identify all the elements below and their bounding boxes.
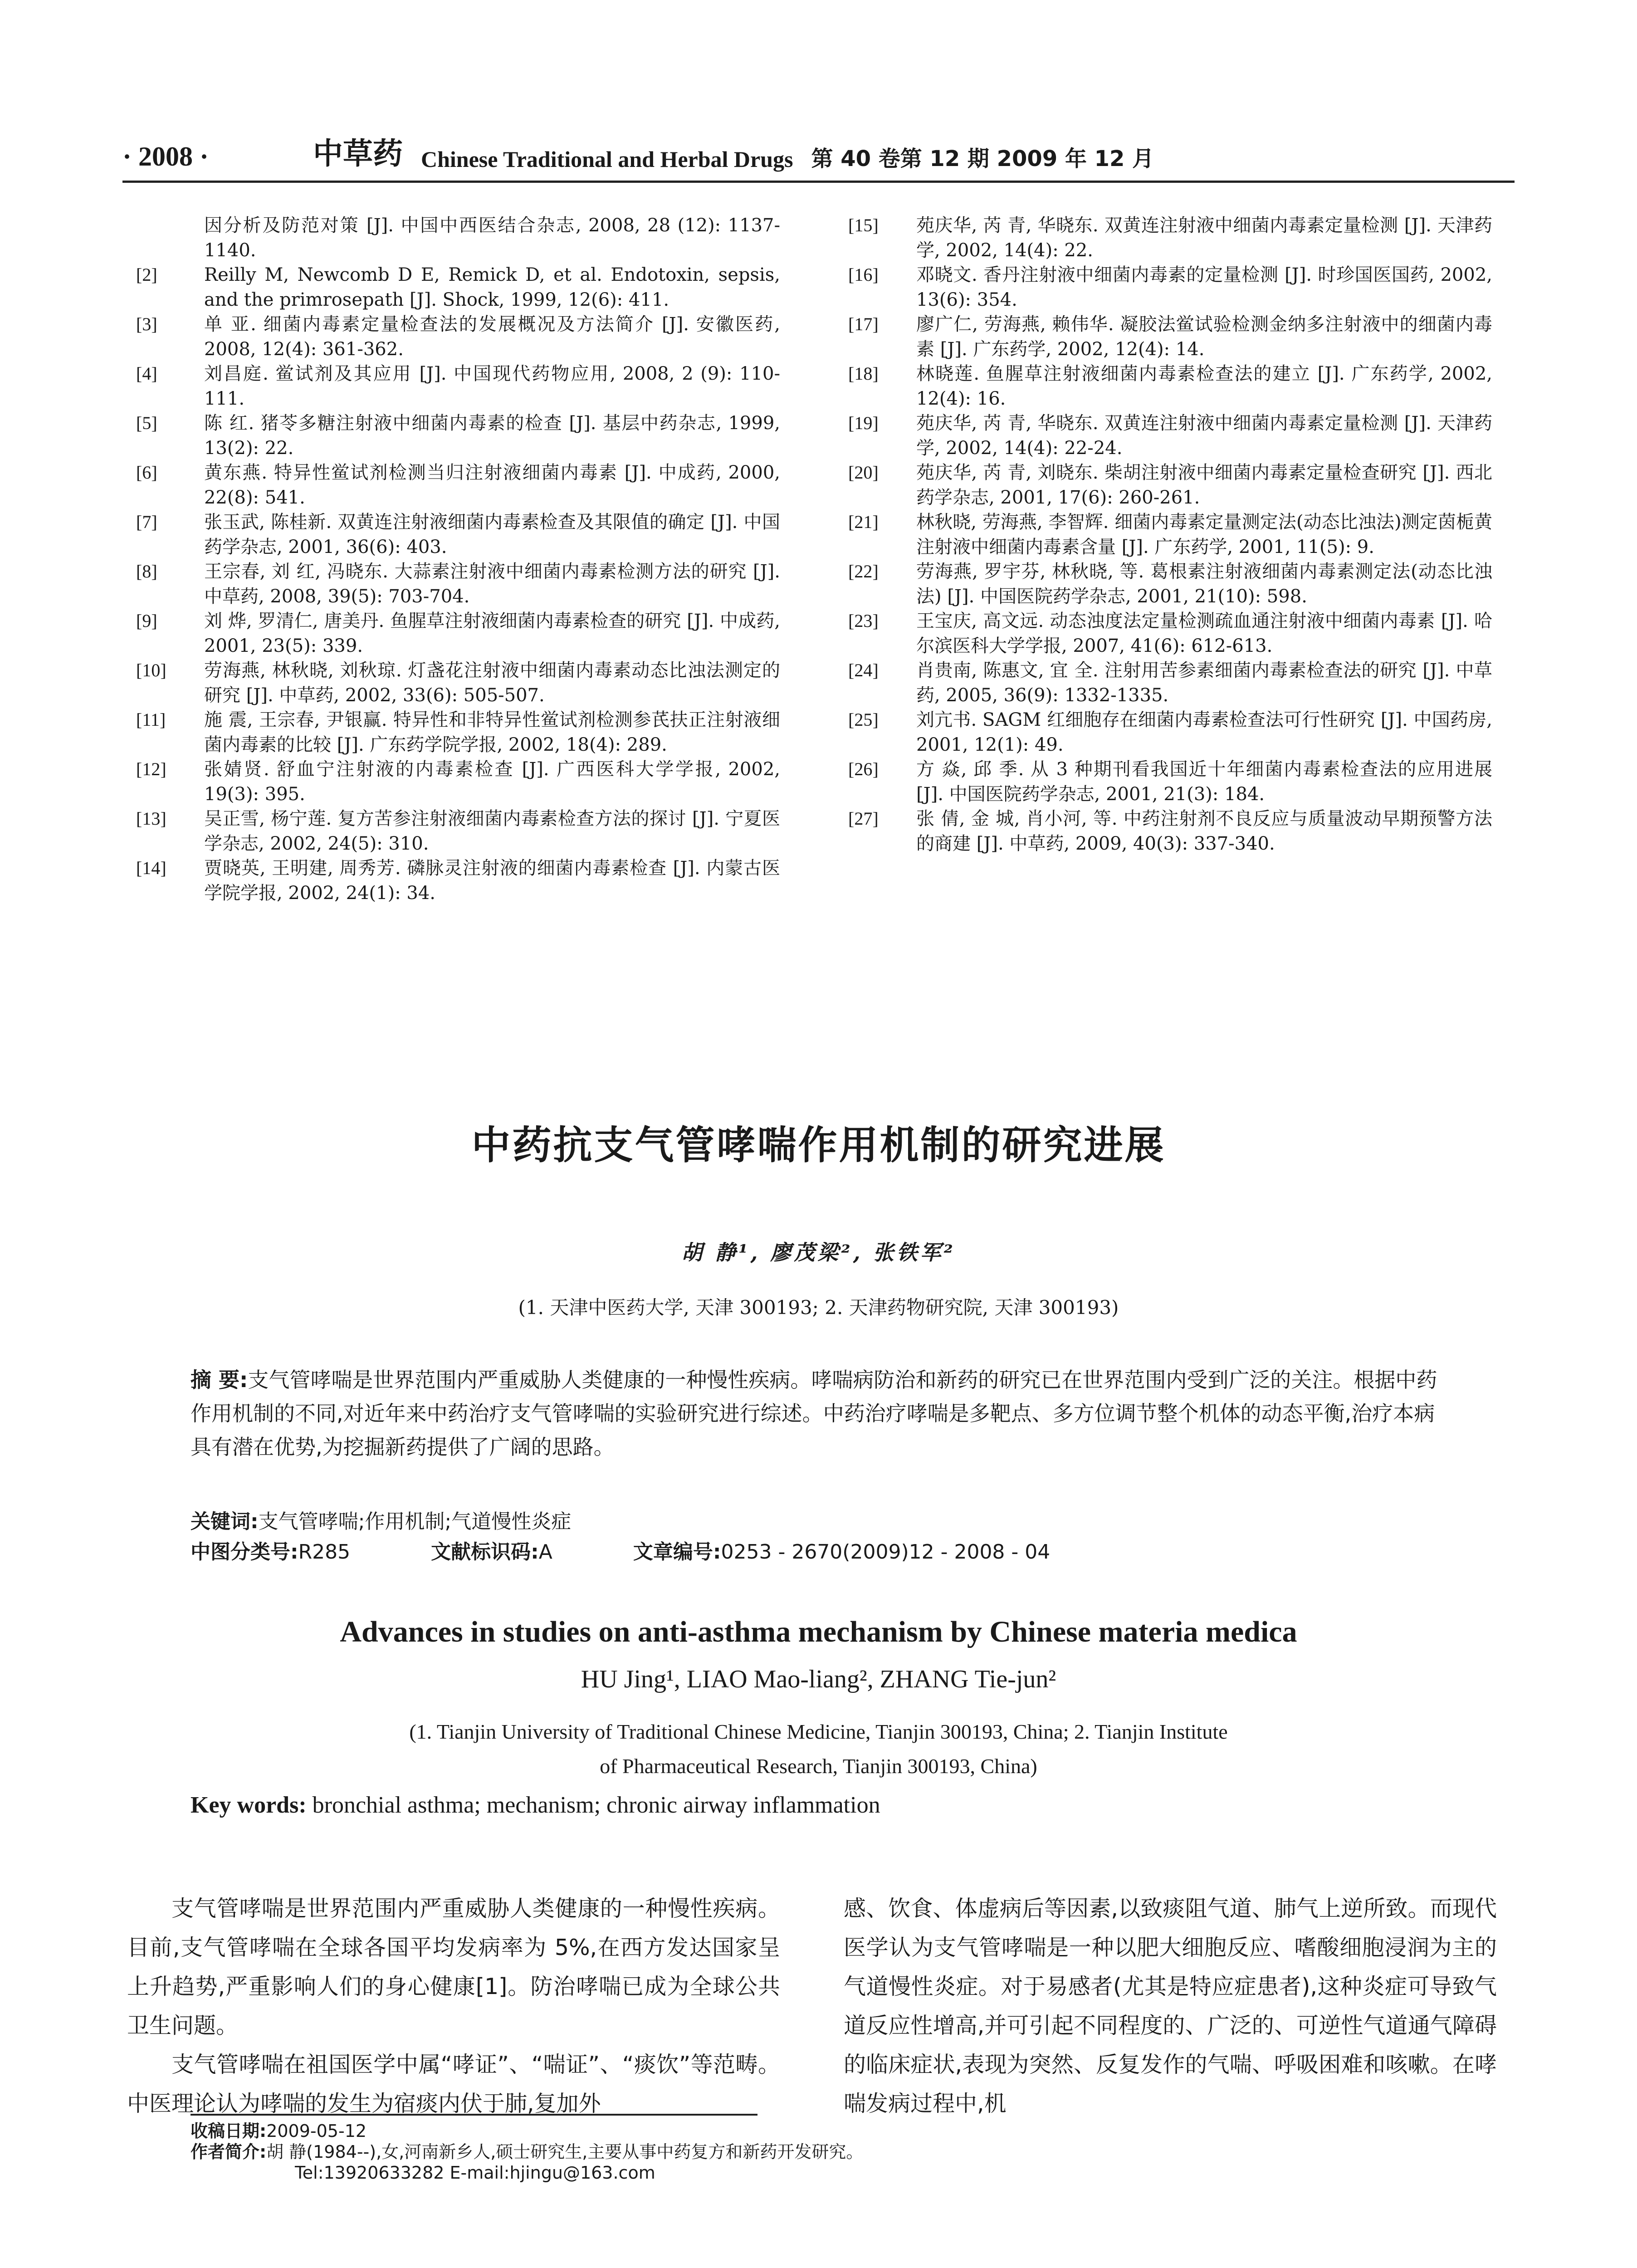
journal-name: Chinese Traditional and Herbal Drugs (421, 147, 793, 172)
reference-number: [5] (136, 413, 157, 433)
reference-number: [6] (136, 462, 157, 483)
reference-number: [20] (848, 462, 879, 483)
reference-text: 刘昌庭. 鲎试剂及其应用 [J]. 中国现代药物应用, 2008, 2 (9): 110-111. (204, 363, 780, 409)
received-date (191, 2121, 863, 2141)
reference-text: 黄东燕. 特异性鲎试剂检测当归注射液细菌内毒素 [J]. 中成药, 2000, 22(8): 541. (204, 462, 780, 508)
reference-text: 廖广仁, 劳海燕, 赖伟华. 凝胶法鲎试验检测金纳多注射液中的细菌内毒素 [J]. 广东药学, 2002, 12(4): 14. (916, 314, 1492, 360)
body-paragraph: 支气管哮喘是世界范围内严重威胁人类健康的一种慢性疾病。目前,支气管哮喘在全球各国平均发病率为 5%,在西方发达国家呈上升趋势,严重影响人们的身心健康[1]。防治哮喘已成为全球公共卫生问题。 (127, 1896, 780, 2038)
reference-item (136, 708, 780, 757)
reference-item (848, 213, 1492, 263)
keywords-en (191, 1792, 880, 1818)
authors-cn: 胡 静¹, 廖茂梁², 张铁军² (681, 1240, 956, 1265)
page-number: · 2008 · (122, 142, 209, 171)
references-right-column (848, 213, 1492, 856)
reference-number: [8] (136, 561, 157, 582)
abstract-label: 摘 要: (191, 1368, 248, 1392)
reference-number: [26] (848, 759, 879, 779)
reference-number: [22] (848, 561, 879, 582)
reference-item (848, 263, 1492, 312)
keywords-cn-text: 支气管哮喘;作用机制;气道慢性炎症 (258, 1510, 572, 1533)
footnote (191, 2121, 863, 2183)
reference-text: 陈 红. 猪苓多糖注射液中细菌内毒素的检查 [J]. 基层中药杂志, 1999, 13(2): 22. (204, 413, 780, 459)
reference-number: [27] (848, 808, 879, 829)
reference-text: 苑庆华, 芮 青, 华晓东. 双黄连注射液中细菌内毒素定量检测 [J]. 天津药学, 2002, 14(4): 22. (916, 215, 1492, 261)
reference-item (848, 460, 1492, 510)
reference-text: 施 震, 王宗春, 尹银赢. 特异性和非特异性鲎试剂检测参芪扶正注射液细菌内毒素的比较 [J]. 广东药学院学报, 2002, 18(4): 289. (204, 709, 780, 755)
affiliation-cn: (1. 天津中医药大学, 天津 300193; 2. 天津药物研究院, 天津 300193) (518, 1296, 1119, 1319)
reference-text: 劳海燕, 罗宇芬, 林秋晓, 等. 葛根素注射液细菌内毒素测定法(动态比浊法) [J]. 中国医院药学杂志, 2001, 21(10): 598. (916, 561, 1492, 607)
reference-text: 吴正雪, 杨宁莲. 复方苦参注射液细菌内毒素检查方法的探讨 [J]. 宁夏医学杂志, 2002, 24(5): 310. (204, 808, 780, 854)
reference-number: [19] (848, 413, 879, 433)
authors-en: HU Jing¹, LIAO Mao-liang², ZHANG Tie-jun² (581, 1665, 1056, 1693)
reference-text: 张玉武, 陈桂新. 双黄连注射液细菌内毒素检查及其限值的确定 [J]. 中国药学杂志, 2001, 36(6): 403. (204, 512, 780, 557)
reference-text: 林秋晓, 劳海燕, 李智辉. 细菌内毒素定量测定法(动态比浊法)测定茵栀黄注射液中细菌内毒素含量 [J]. 广东药学, 2001, 11(5): 9. (916, 512, 1492, 557)
author-contact: Tel:13920633282 E-mail:hjingu@163.com (295, 2163, 655, 2183)
reference-item (848, 510, 1492, 559)
keywords-en-label: Key words: (191, 1792, 307, 1818)
reference-number: [23] (848, 611, 879, 631)
keywords-en-text: bronchial asthma; mechanism; chronic airway inflammation (312, 1792, 880, 1818)
reference-item (848, 658, 1492, 708)
reference-text: 贾晓英, 王明建, 周秀芳. 磷脉灵注射液的细菌内毒素检查 [J]. 内蒙古医学院学报, 2002, 24(1): 34. (204, 858, 780, 904)
article-no-value: 0253 - 2670(2009)12 - 2008 - 04 (721, 1540, 1051, 1564)
clc-label: 中图分类号: (191, 1540, 298, 1564)
reference-text: 张 倩, 金 城, 肖小河, 等. 中药注射剂不良反应与质量波动早期预警方法的商建 [J]. 中草药, 2009, 40(3): 337-340. (916, 808, 1492, 854)
reference-text: 方 焱, 邱 季. 从 3 种期刊看我国近十年细菌内毒素检查法的应用进展 [J]. 中国医院药学杂志, 2001, 21(3): 184. (916, 759, 1492, 805)
body-paragraph: 感、饮食、体虚病后等因素,以致痰阻气道、肺气上逆所致。而现代医学认为支气管哮喘是一种以肥大细胞反应、嗜酸细胞浸润为主的气道慢性炎症。对于易感者(尤其是特应症患者),这种炎症可导致气道反应性增高,并可引起不同程度的、广泛的、可逆性气道通气障碍的临床症状,表现为突然、反复发作的气喘、呼吸困难和咳嗽。在哮喘发病过程中,机 (844, 1896, 1497, 2116)
reference-text: 王宝庆, 高文远. 动态浊度法定量检测疏血通注射液中细菌内毒素 [J]. 哈尔滨医科大学学报, 2007, 41(6): 612-613. (916, 611, 1492, 656)
body-paragraph: 支气管哮喘在祖国医学中属“哮证”、“喘证”、“痰饮”等范畴。中医理论认为哮喘的发生为宿痰内伏于肺,复加外 (127, 2052, 780, 2116)
bio-label: 作者简介: (191, 2142, 267, 2162)
keywords-cn-label: 关键词: (191, 1510, 259, 1533)
bio-text: 胡 静(1984--),女,河南新乡人,硕士研究生,主要从事中药复方和新药开发研究。 (266, 2142, 864, 2162)
article-no-label: 文章编号: (633, 1540, 721, 1564)
reference-item (848, 807, 1492, 856)
affiliation-en-line-1: (1. Tianjin University of Traditional Chinese Medicine, Tianjin 300193, China; 2. Tianjin Institute (409, 1720, 1228, 1743)
author-bio (191, 2141, 863, 2162)
reference-number: [9] (136, 611, 157, 631)
doc-code-label: 文献标识码: (431, 1540, 539, 1564)
running-header (122, 132, 1515, 183)
reference-text: 单 亚. 细菌内毒素定量检查法的发展概况及方法简介 [J]. 安徽医药, 2008, 12(4): 361-362. (204, 314, 780, 360)
reference-number: [7] (136, 512, 157, 532)
footnote-divider (191, 2114, 757, 2116)
abstract-cn (191, 1363, 1451, 1464)
article-title-cn: 中药抗支气管哮喘作用机制的研究进展 (471, 1123, 1166, 1168)
reference-item (848, 609, 1492, 658)
reference-number: [2] (136, 264, 157, 285)
reference-number: [11] (136, 709, 166, 730)
issue-info: 第 40 卷第 12 期 2009 年 12 月 (811, 146, 1154, 171)
reference-number: [18] (848, 363, 879, 384)
reference-text: 因分析及防范对策 [J]. 中国中西医结合杂志, 2008, 28 (12): 1137-1140. (204, 215, 780, 261)
reference-number: [14] (136, 858, 166, 878)
reference-item (136, 856, 780, 905)
reference-number: [25] (848, 709, 879, 730)
reference-text: 邓晓文. 香丹注射液中细菌内毒素的定量检测 [J]. 时珍国医国药, 2002, 13(6): 354. (916, 264, 1492, 310)
received-value: 2009-05-12 (266, 2121, 367, 2141)
article-title-en: Advances in studies on anti-asthma mechanism by Chinese materia medica (340, 1615, 1297, 1648)
reference-number: [21] (848, 512, 879, 532)
reference-text: 苑庆华, 芮 青, 华晓东. 双黄连注射液中细菌内毒素定量检测 [J]. 天津药学, 2002, 14(4): 22-24. (916, 413, 1492, 459)
reference-item (136, 559, 780, 609)
reference-text: 王宗春, 刘 红, 冯晓东. 大蒜素注射液中细菌内毒素检测方法的研究 [J]. 中草药, 2008, 39(5): 703-704. (204, 561, 780, 607)
keywords-cn (191, 1505, 571, 1534)
received-label: 收稿日期: (191, 2121, 267, 2141)
reference-item (136, 312, 780, 362)
reference-item (136, 460, 780, 510)
affiliation-en-line-2: of Pharmaceutical Research, Tianjin 300193, China) (600, 1755, 1037, 1778)
reference-text: 林晓莲. 鱼腥草注射液细菌内毒素检查法的建立 [J]. 广东药学, 2002, 12(4): 16. (916, 363, 1492, 409)
reference-text: 刘亢书. SAGM 红细胞存在细菌内毒素检查法可行性研究 [J]. 中国药房, 2001, 12(1): 49. (916, 709, 1492, 755)
reference-number: [3] (136, 314, 157, 334)
reference-item (848, 708, 1492, 757)
reference-item (136, 213, 780, 263)
reference-item (136, 362, 780, 411)
reference-item (136, 263, 780, 312)
reference-item (848, 757, 1492, 807)
reference-text: Reilly M, Newcomb D E, Remick D, et al. Endotoxin, sepsis, and the primrosepath [J]. Shock, 1999, 12(6): 411. (204, 264, 780, 310)
reference-item (848, 362, 1492, 411)
reference-number: [13] (136, 808, 166, 829)
reference-item (136, 807, 780, 856)
classification-line (191, 1535, 1050, 1564)
reference-item (136, 658, 780, 708)
reference-item (848, 312, 1492, 362)
references-left-column (136, 213, 780, 905)
reference-number: [16] (848, 264, 879, 285)
reference-number: [24] (848, 660, 879, 680)
clc-value: R285 (298, 1540, 351, 1564)
reference-number: [12] (136, 759, 166, 779)
reference-item (136, 510, 780, 559)
reference-text: 劳海燕, 林秋晓, 刘秋琼. 灯盏花注射液中细菌内毒素动态比浊法测定的研究 [J]. 中草药, 2002, 33(6): 505-507. (204, 660, 780, 706)
reference-number: [4] (136, 363, 157, 384)
reference-number: [15] (848, 215, 879, 235)
affiliation-en (0, 1715, 1637, 1784)
reference-number: [10] (136, 660, 166, 680)
reference-text: 刘 烨, 罗清仁, 唐美丹. 鱼腥草注射液细菌内毒素检查的研究 [J]. 中成药, 2001, 23(5): 339. (204, 611, 780, 656)
reference-item (136, 757, 780, 807)
reference-number: [17] (848, 314, 879, 334)
journal-logo: 中草药 (313, 136, 403, 171)
abstract-text: 支气管哮喘是世界范围内严重威胁人类健康的一种慢性疾病。哮喘病防治和新药的研究已在世界范围内受到广泛的关注。根据中药作用机制的不同,对近年来中药治疗支气管哮喘的实验研究进行综述。中药治疗哮喘是多靶点、多方位调节整个机体的动态平衡,治疗本病具有潜在优势,为挖掘新药提供了广阔的思路。 (191, 1368, 1437, 1459)
reference-item (848, 411, 1492, 460)
reference-item (136, 609, 780, 658)
body-right-column (844, 1889, 1497, 2123)
reference-text: 肖贵南, 陈惠文, 宜 全. 注射用苦参素细菌内毒素检查法的研究 [J]. 中草药, 2005, 36(9): 1332-1335. (916, 660, 1492, 706)
reference-text: 苑庆华, 芮 青, 刘晓东. 柴胡注射液中细菌内毒素定量检查研究 [J]. 西北药学杂志, 2001, 17(6): 260-261. (916, 462, 1492, 508)
body-left-column (127, 1889, 780, 2123)
doc-code-value: A (538, 1540, 552, 1564)
reference-text: 张婧贤. 舒血宁注射液的内毒素检查 [J]. 广西医科大学学报, 2002, 19(3): 395. (204, 759, 780, 805)
reference-item (848, 559, 1492, 609)
reference-item (136, 411, 780, 460)
